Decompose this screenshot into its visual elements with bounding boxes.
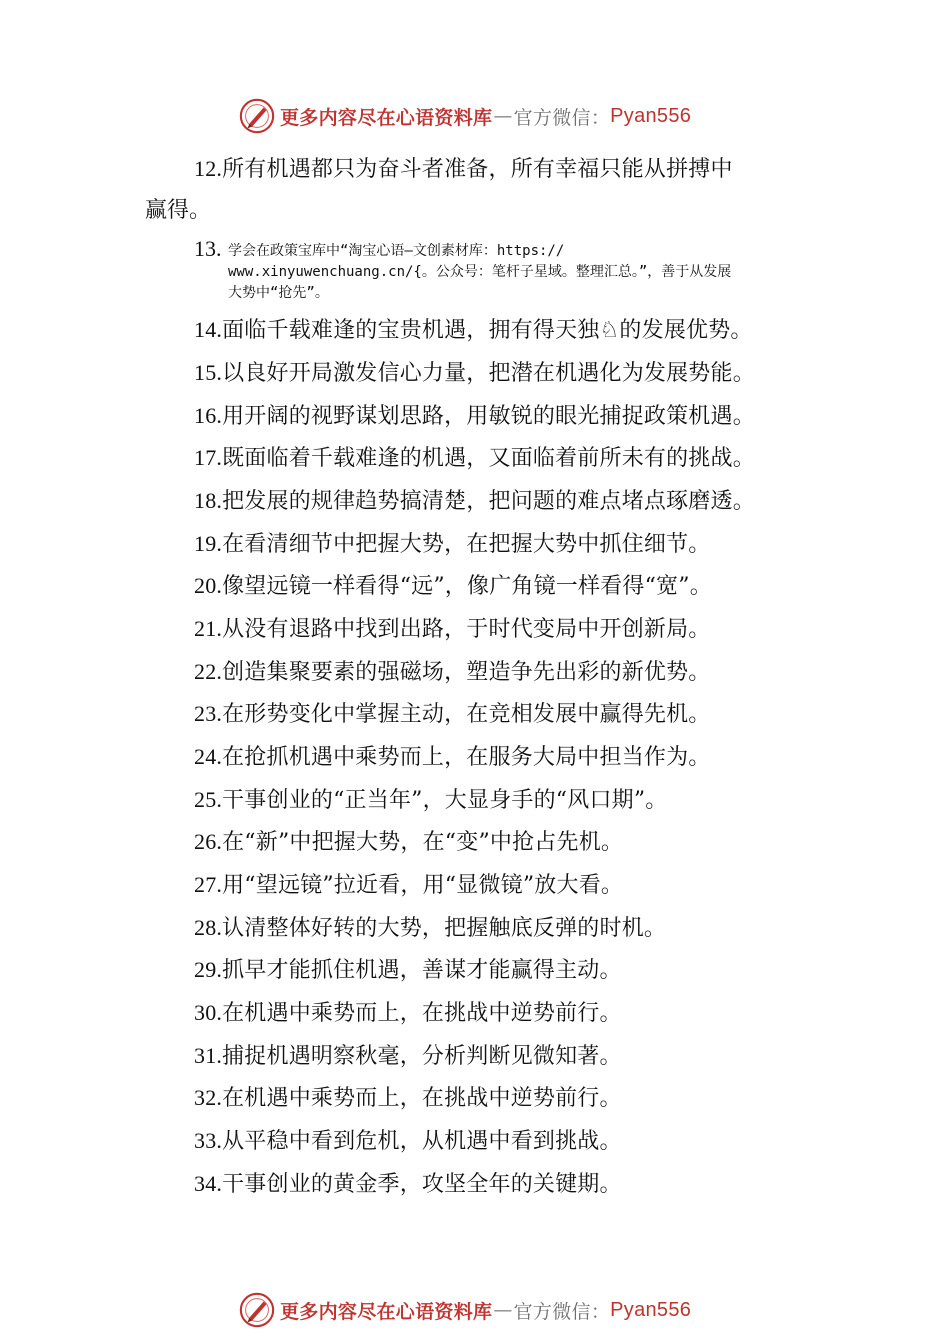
list-item-27 [194, 870, 623, 901]
item-number: 29. [194, 957, 223, 982]
item-text: 既面临着千载难逢的机遇，又面临着前所未有的挑战。 [222, 446, 755, 471]
item-number: 30. [194, 1000, 223, 1025]
header-banner [238, 96, 691, 136]
header-wechat-id: Pyan556 [610, 104, 692, 127]
item-number: 24. [194, 744, 223, 769]
item-number: 17. [194, 445, 223, 470]
item-number: 32. [194, 1085, 223, 1110]
list-item-34 [194, 1169, 622, 1200]
item-number: 14. [194, 317, 223, 342]
item-text: 在形势变化中掌握主动，在竞相发展中赢得先机。 [222, 702, 711, 727]
item-text: 像望远镜一样看得“远”，像广角镜一样看得“宽”。 [222, 574, 712, 599]
item-13-line-3: 大势中“抢先”。 [228, 285, 329, 301]
item-number: 16. [194, 403, 223, 428]
item-text: 创造集聚要素的强磁场，塑造争先出彩的新优势。 [222, 660, 711, 685]
item-text: 从没有退路中找到出路，于时代变局中开创新局。 [222, 617, 711, 642]
item-text: 在机遇中乘势而上，在挑战中逆势前行。 [222, 1001, 622, 1026]
list-item-30 [194, 998, 622, 1029]
list-item-24 [194, 742, 711, 773]
header-slogan: 更多内容尽在心语资料库 [280, 106, 493, 129]
item-number: 15. [194, 360, 223, 385]
footer-banner [238, 1290, 691, 1330]
item-number: 19. [194, 531, 223, 556]
list-item-28 [194, 913, 666, 944]
item-number: 22. [194, 659, 223, 684]
list-item-21 [194, 614, 711, 645]
item-text: 以良好开局激发信心力量，把潜在机遇化为发展势能。 [222, 361, 755, 386]
item-number: 12. [194, 156, 223, 181]
list-item-32 [194, 1083, 622, 1114]
item-number: 34. [194, 1171, 223, 1196]
footer-wechat-id: Pyan556 [610, 1298, 692, 1321]
list-item-18 [194, 486, 755, 517]
list-item-33 [194, 1126, 622, 1157]
list-item-16 [194, 401, 755, 432]
list-item-22 [194, 657, 711, 688]
footer-dash: — [493, 1299, 513, 1321]
item-text: 捕捉机遇明察秋毫，分析判断见微知著。 [222, 1044, 622, 1069]
footer-official-label: 官方微信： [513, 1300, 611, 1323]
item-number: 20. [194, 573, 223, 598]
item-text: 在看清细节中把握大势，在把握大势中抓住细节。 [222, 532, 711, 557]
item-text: 面临千载难逢的宝贵机遇，拥有得天独♘的发展优势。 [222, 318, 753, 343]
item-13-line-1: 学会在政策宝库中“淘宝心语—文创素材库：https:// [228, 243, 565, 259]
item-text: 在“新”中把握大势，在“变”中抢占先机。 [222, 830, 624, 855]
item-13-line-2: www.xinyuwenchuang.cn/{。公众号：笔杆子星域。整理汇总。”，善于从发展 [228, 264, 732, 280]
item-number: 18. [194, 488, 223, 513]
list-item-15 [194, 358, 755, 389]
list-item-12 [194, 154, 733, 185]
item-text: 抓早才能抓住机遇，善谋才能赢得主动。 [222, 958, 622, 983]
item-text: 用“望远镜”拉近看，用“显微镜”放大看。 [222, 873, 624, 898]
list-item-23 [194, 699, 711, 730]
list-item-12-continuation: 赢得。 [145, 198, 212, 223]
item-13-number: 13. [194, 236, 222, 261]
item-number: 33. [194, 1128, 223, 1153]
list-item-17 [194, 443, 755, 474]
list-item-26 [194, 827, 623, 858]
list-item-19 [194, 529, 711, 560]
item-number: 25. [194, 787, 223, 812]
item-text: 用开阔的视野谋划思路，用敏锐的眼光捕捉政策机遇。 [222, 404, 755, 429]
item-number: 26. [194, 829, 223, 854]
item-number: 27. [194, 872, 223, 897]
header-dash: — [493, 105, 513, 127]
item-text: 把发展的规律趋势搞清楚，把问题的难点堵点琢磨透。 [222, 489, 755, 514]
header-official-label: 官方微信： [513, 106, 611, 129]
item-number: 28. [194, 915, 223, 940]
item-text: 所有机遇都只为奋斗者准备，所有幸福只能从拼搏中 [222, 157, 733, 182]
item-number: 23. [194, 701, 223, 726]
list-item-29 [194, 955, 622, 986]
list-item-14 [194, 315, 753, 346]
item-number: 21. [194, 616, 223, 641]
item-text: 在机遇中乘势而上，在挑战中逆势前行。 [222, 1086, 622, 1111]
pen-logo-icon [238, 1291, 276, 1329]
item-text: 干事创业的黄金季，攻坚全年的关键期。 [222, 1172, 622, 1197]
item-text: 认清整体好转的大势，把握触底反弹的时机。 [222, 916, 667, 941]
list-item-20 [194, 571, 712, 602]
item-text: 在抢抓机遇中乘势而上，在服务大局中担当作为。 [222, 745, 711, 770]
list-item-31 [194, 1041, 622, 1072]
list-item-25 [194, 785, 668, 816]
item-text: 干事创业的“正当年”，大显身手的“风口期”。 [222, 788, 668, 813]
item-number: 31. [194, 1043, 223, 1068]
pen-logo-icon [238, 97, 276, 135]
footer-slogan: 更多内容尽在心语资料库 [280, 1300, 493, 1323]
item-text: 从平稳中看到危机，从机遇中看到挑战。 [222, 1129, 622, 1154]
